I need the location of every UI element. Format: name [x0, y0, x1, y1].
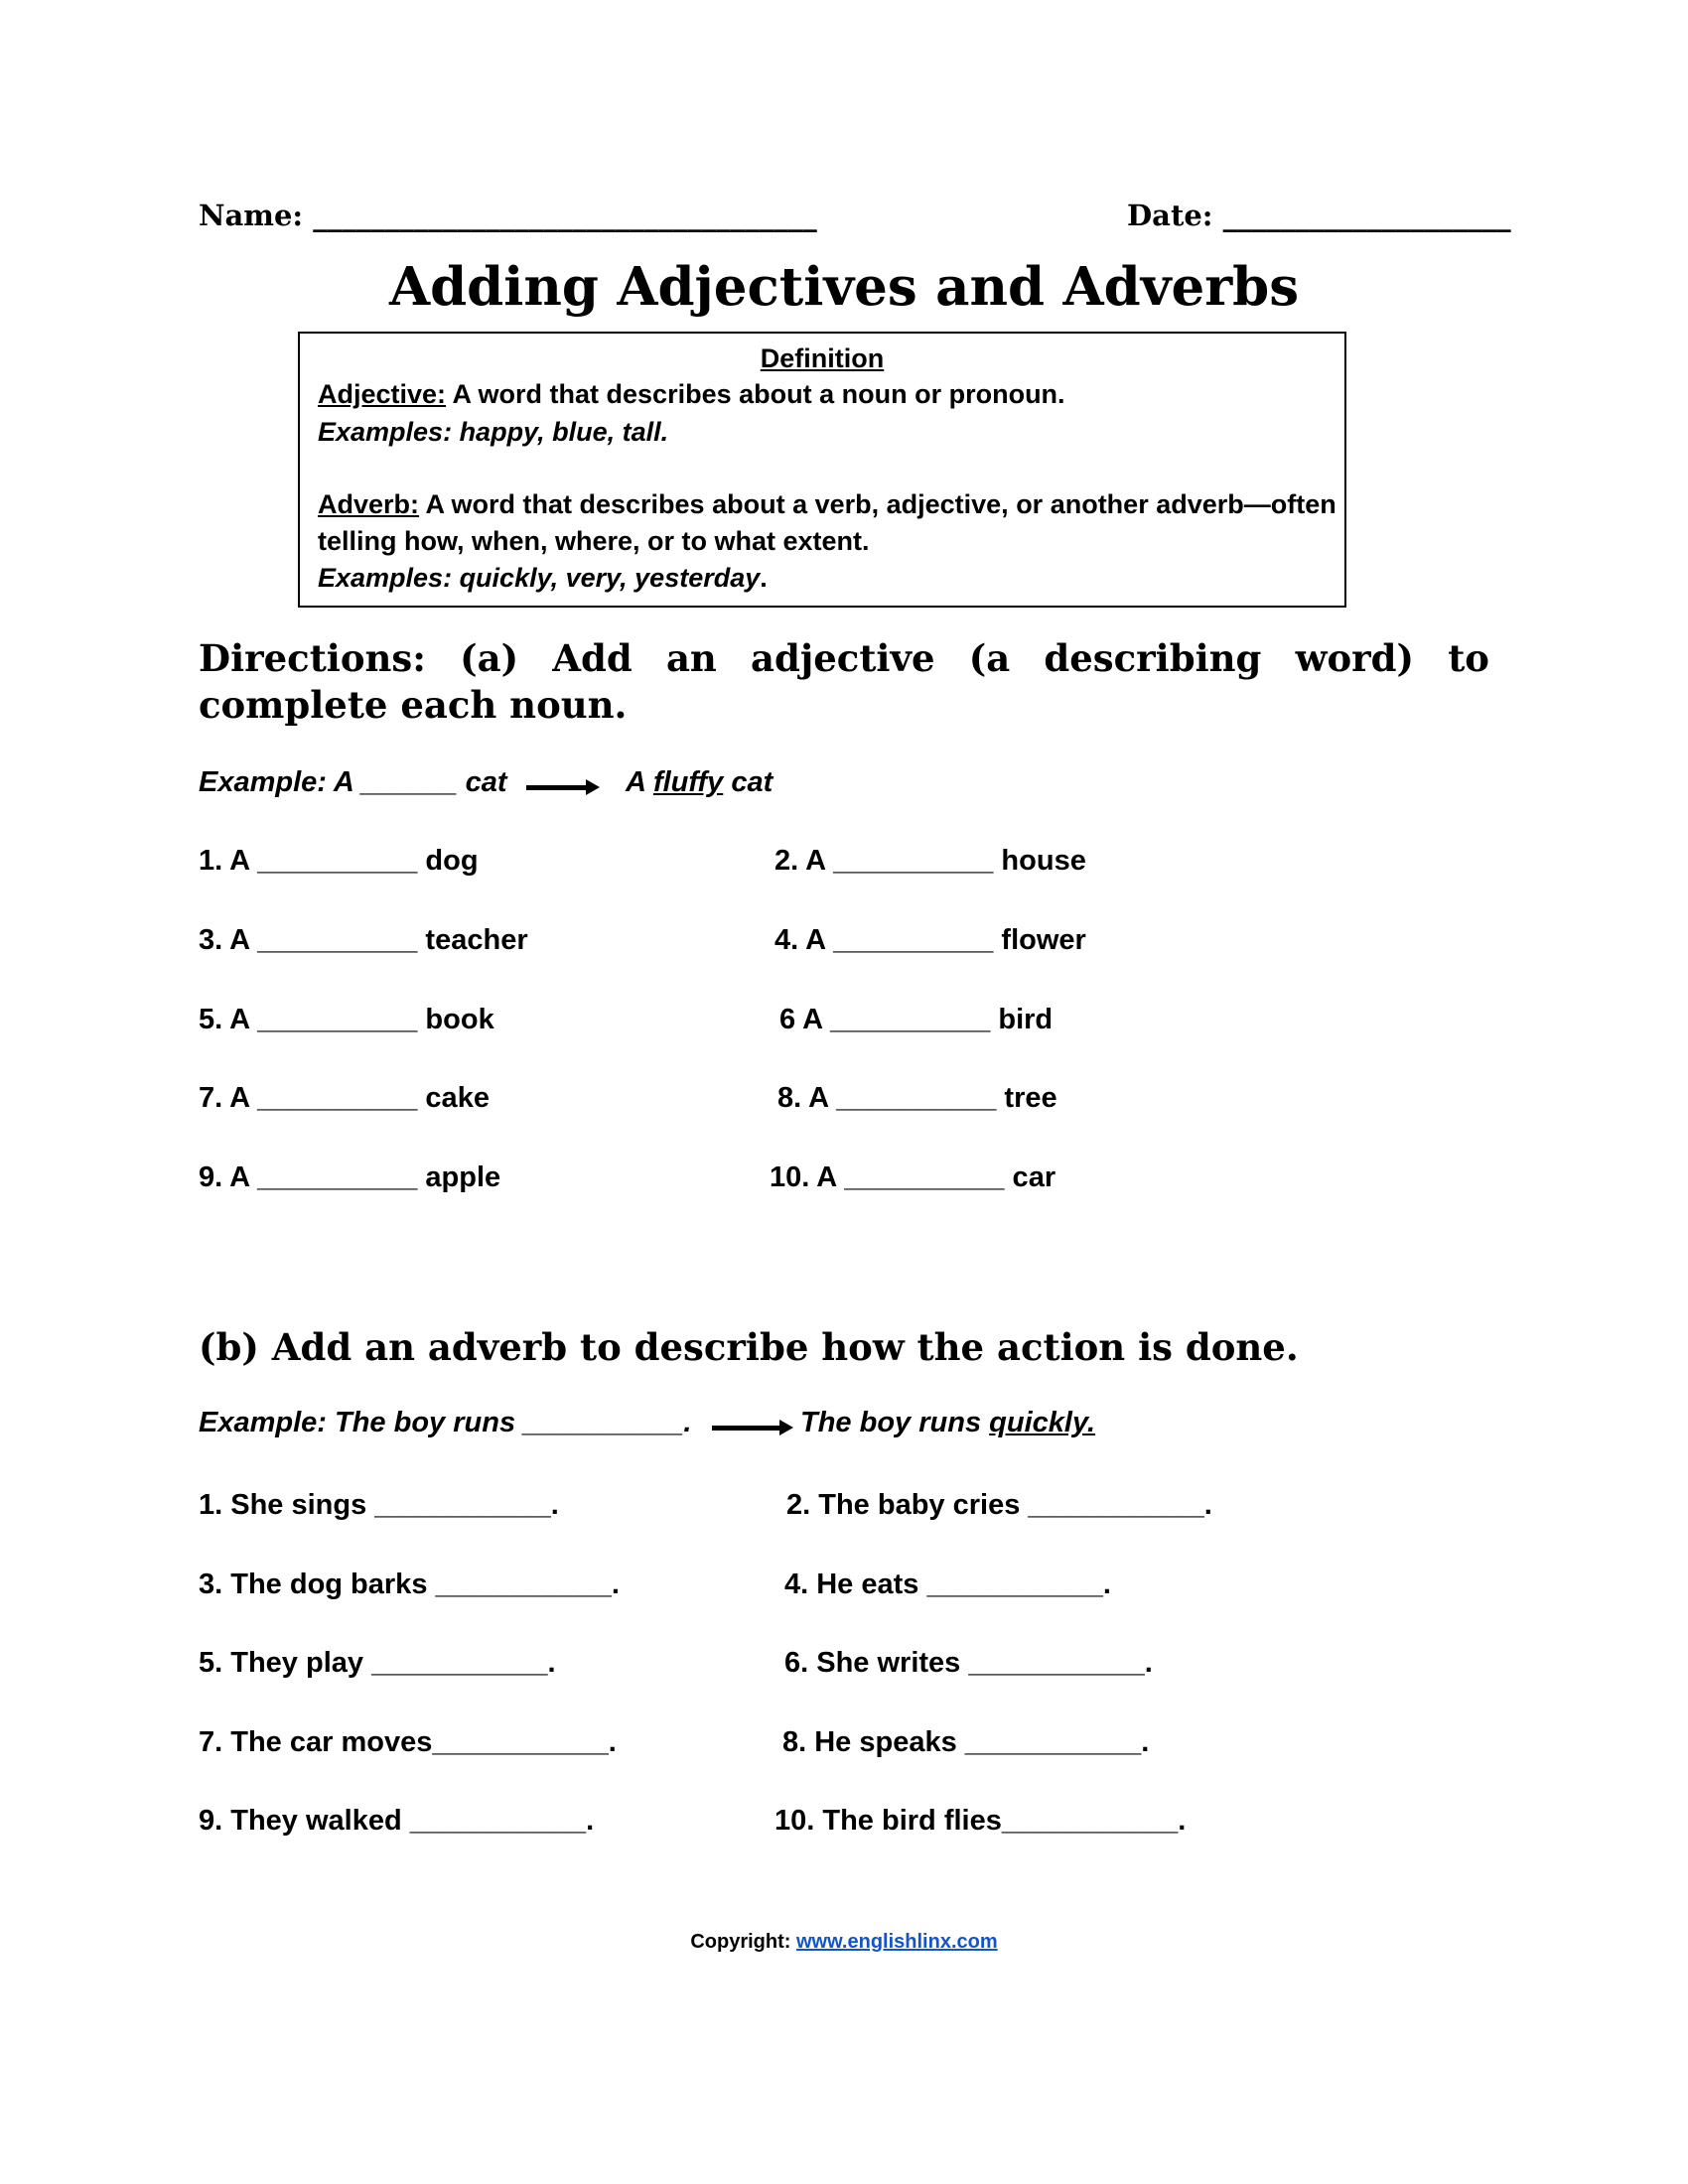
part-a-example-word: fluffy [652, 766, 724, 798]
adjective-item-8: 8. A __________ tree [777, 1082, 1057, 1114]
part-a-directions: Directions: (a) Add an adjective (a describing word) to complete each noun. [199, 636, 1489, 727]
adverb-item-3: 3. The dog barks ___________. [199, 1569, 620, 1600]
adverb-item-8: 8. He speaks ___________. [782, 1726, 1150, 1758]
part-b-example-right [800, 1407, 1095, 1439]
part-a-example-right-suffix: cat [723, 766, 774, 798]
adjective-item-5: 5. A __________ book [199, 1004, 494, 1035]
adjective-item-2: 2. A __________ house [774, 845, 1086, 877]
adverb-item-10: 10. The bird flies___________. [774, 1805, 1187, 1837]
part-a-example-right-prefix: A [626, 766, 653, 798]
adverb-item-1: 1. She sings ___________. [199, 1489, 559, 1521]
part-b-example-word: quickly. [989, 1407, 1096, 1438]
adjective-item-9: 9. A __________ apple [199, 1161, 501, 1193]
adverb-term: Adverb: [318, 489, 420, 519]
adjective-item-4: 4. A __________ flower [774, 924, 1086, 956]
adjective-item-6: 6 A __________ bird [779, 1004, 1054, 1035]
website-link[interactable]: www.englishlinx.com [796, 1931, 998, 1953]
date-field-label: Date: ____________________ [1127, 199, 1511, 232]
adverb-item-9: 9. They walked ___________. [199, 1805, 595, 1837]
adverb-item-5: 5. They play ___________. [199, 1647, 556, 1679]
copyright-label: Copyright: [690, 1931, 796, 1953]
part-b-example-arrow [712, 1426, 781, 1431]
adjective-item-1: 1. A __________ dog [199, 845, 479, 877]
page-title: Adding Adjectives and Adverbs [388, 256, 1300, 318]
adverb-examples [318, 563, 768, 594]
definition-heading: Definition [760, 343, 885, 373]
adjective-item-3: 3. A __________ teacher [199, 924, 528, 956]
copyright-footer [0, 1931, 1688, 1954]
adjective-item-7: 7. A __________ cake [199, 1082, 490, 1114]
part-a-example-arrow [526, 785, 588, 790]
adverb-text-1: A word that describes about a verb, adjective, or another adverb—often [419, 489, 1336, 519]
adverb-item-7: 7. The car moves___________. [199, 1726, 617, 1758]
part-b-heading: (b) Add an adverb to describe how the action is done. [199, 1325, 1299, 1369]
adjective-examples: Examples: happy, blue, tall. [318, 417, 669, 447]
adjective-text: A word that describes about a noun or pronoun. [446, 379, 1065, 409]
adverb-item-2: 2. The baby cries ___________. [786, 1489, 1212, 1521]
part-b-example-left: Example: The boy runs __________. [199, 1407, 692, 1438]
part-b-example-right-prefix: The boy runs [800, 1407, 990, 1438]
adverb-examples-period: . [760, 563, 768, 593]
part-a-example-left: Example: A ______ cat [199, 766, 507, 798]
adjective-item-10: 10. A __________ car [770, 1161, 1056, 1193]
adverb-text-2: telling how, when, where, or to what extent. [318, 526, 870, 556]
adjective-definition [318, 379, 1065, 410]
part-a-example-right [626, 766, 773, 799]
adverb-definition [318, 489, 1336, 520]
adjective-term: Adjective: [318, 379, 447, 409]
adverb-item-4: 4. He eats ___________. [784, 1569, 1111, 1600]
name-field-label: Name: ___________________________________ [199, 199, 817, 232]
adverb-examples-text: Examples: quickly, very, yesterday [318, 563, 761, 593]
adverb-item-6: 6. She writes ___________. [784, 1647, 1153, 1679]
definition-box [298, 332, 1346, 608]
